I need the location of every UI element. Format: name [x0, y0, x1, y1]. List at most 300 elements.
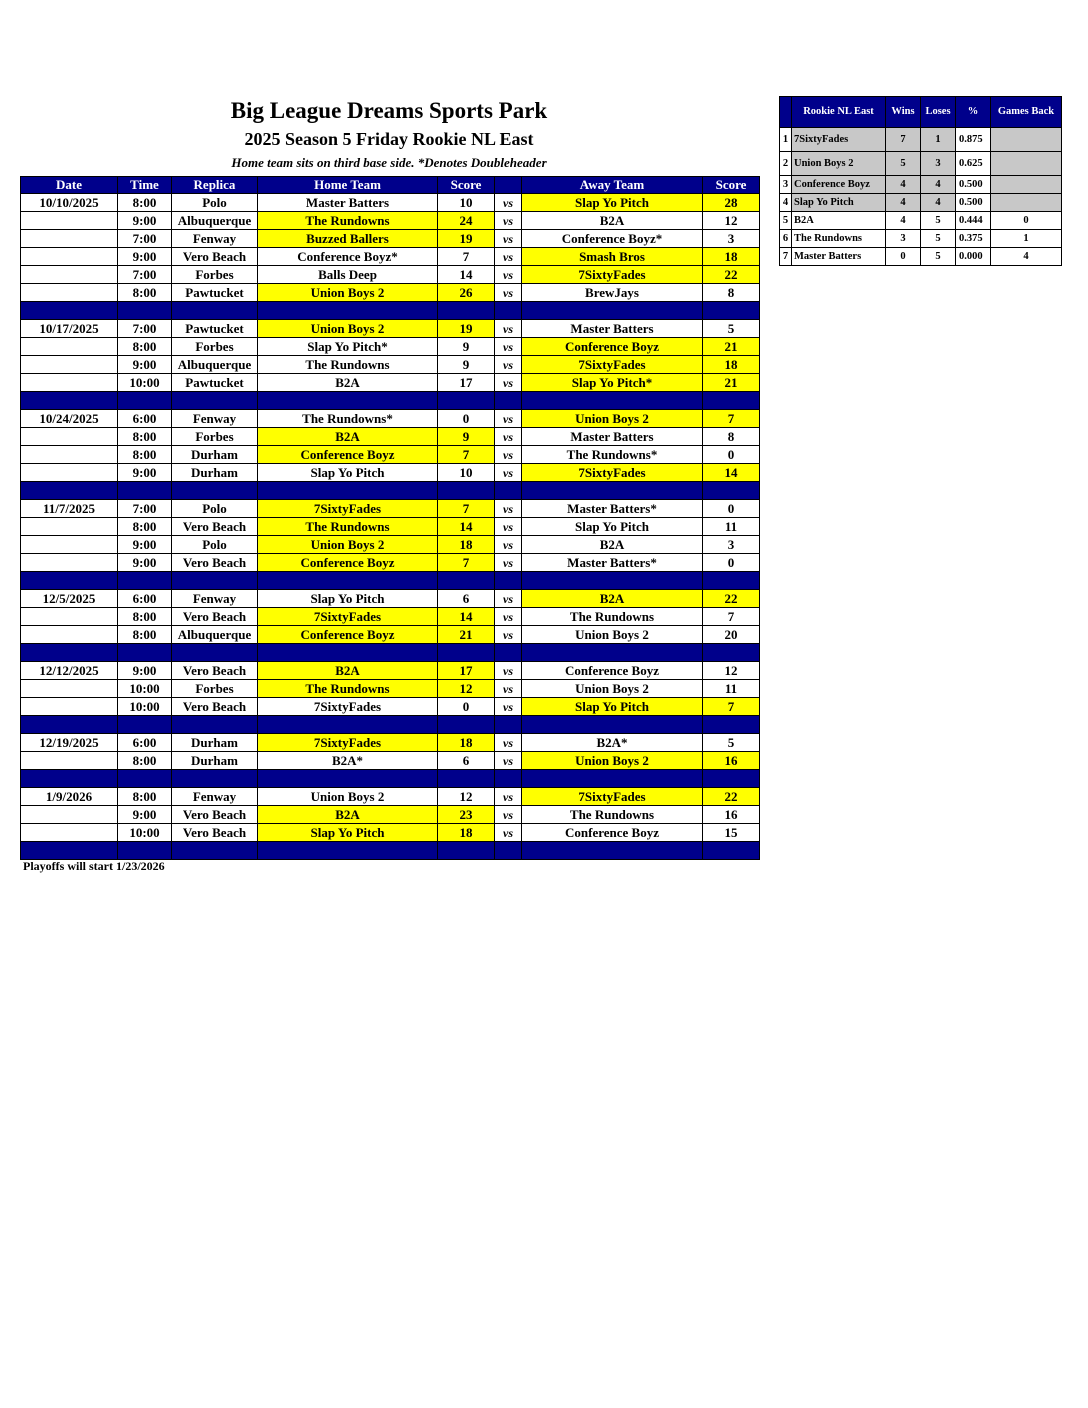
separator-cell — [522, 842, 703, 860]
home-score: 17 — [438, 662, 495, 680]
game-replica: Forbes — [172, 266, 258, 284]
game-replica: Durham — [172, 734, 258, 752]
standings-header-row — [780, 97, 1062, 128]
table-row — [21, 536, 760, 554]
game-time: 9:00 — [118, 806, 172, 824]
standings-team: B2A — [792, 212, 886, 230]
game-replica: Fenway — [172, 590, 258, 608]
standings-table — [779, 96, 1062, 266]
standings-row — [780, 212, 1062, 230]
away-team: Smash Bros — [522, 248, 703, 266]
col-home-score: Score — [438, 177, 495, 194]
schedule-header-row — [21, 177, 760, 194]
away-team: BrewJays — [522, 284, 703, 302]
home-score: 9 — [438, 356, 495, 374]
away-team: Union Boys 2 — [522, 626, 703, 644]
home-score: 26 — [438, 284, 495, 302]
game-time: 8:00 — [118, 284, 172, 302]
separator-cell — [118, 842, 172, 860]
home-score: 19 — [438, 230, 495, 248]
game-date — [21, 752, 118, 770]
separator-cell — [438, 392, 495, 410]
standings-games-back: 1 — [991, 230, 1062, 248]
game-time: 8:00 — [118, 428, 172, 446]
standings-col-loses: Loses — [921, 97, 956, 128]
game-date — [21, 536, 118, 554]
away-score: 0 — [703, 554, 760, 572]
home-score: 7 — [438, 500, 495, 518]
standings-pct: 0.875 — [956, 128, 991, 152]
week-separator-row — [21, 482, 760, 500]
home-team: The Rundowns — [258, 518, 438, 536]
standings-team: The Rundowns — [792, 230, 886, 248]
away-score: 16 — [703, 752, 760, 770]
game-time: 8:00 — [118, 608, 172, 626]
separator-cell — [495, 482, 522, 500]
away-team: Conference Boyz* — [522, 230, 703, 248]
table-row — [21, 212, 760, 230]
separator-cell — [495, 842, 522, 860]
standings-pct: 0.500 — [956, 176, 991, 194]
game-time: 10:00 — [118, 374, 172, 392]
table-row — [21, 500, 760, 518]
standings-row — [780, 248, 1062, 266]
standings-pct: 0.444 — [956, 212, 991, 230]
game-date — [21, 212, 118, 230]
separator-cell — [258, 572, 438, 590]
game-date — [21, 428, 118, 446]
col-away-score: Score — [703, 177, 760, 194]
standings-rank: 3 — [780, 176, 792, 194]
game-time: 8:00 — [118, 194, 172, 212]
away-team: Master Batters — [522, 320, 703, 338]
game-date: 11/7/2025 — [21, 500, 118, 518]
game-replica: Fenway — [172, 410, 258, 428]
separator-cell — [118, 770, 172, 788]
standings-games-back: 4 — [991, 248, 1062, 266]
home-team: Buzzed Ballers — [258, 230, 438, 248]
game-time: 8:00 — [118, 788, 172, 806]
away-score: 20 — [703, 626, 760, 644]
away-team: Conference Boyz — [522, 338, 703, 356]
home-score: 14 — [438, 518, 495, 536]
game-replica: Vero Beach — [172, 824, 258, 842]
game-date — [21, 698, 118, 716]
game-date — [21, 554, 118, 572]
away-team: 7SixtyFades — [522, 464, 703, 482]
standings-team: Union Boys 2 — [792, 152, 886, 176]
standings-row — [780, 152, 1062, 176]
standings-loses: 1 — [921, 128, 956, 152]
vs-label: vs — [495, 752, 522, 770]
game-time: 9:00 — [118, 248, 172, 266]
vs-label: vs — [495, 428, 522, 446]
game-time: 8:00 — [118, 338, 172, 356]
away-team: Slap Yo Pitch — [522, 698, 703, 716]
away-team: Slap Yo Pitch — [522, 194, 703, 212]
standings-pct: 0.000 — [956, 248, 991, 266]
game-time: 9:00 — [118, 554, 172, 572]
standings-rank: 1 — [780, 128, 792, 152]
vs-label: vs — [495, 464, 522, 482]
vs-label: vs — [495, 698, 522, 716]
vs-label: vs — [495, 536, 522, 554]
game-replica: Vero Beach — [172, 518, 258, 536]
home-score: 24 — [438, 212, 495, 230]
table-row — [21, 752, 760, 770]
vs-label: vs — [495, 500, 522, 518]
separator-cell — [703, 842, 760, 860]
vs-label: vs — [495, 194, 522, 212]
away-score: 3 — [703, 536, 760, 554]
home-score: 12 — [438, 680, 495, 698]
standings-col-pct: % — [956, 97, 991, 128]
separator-cell — [118, 302, 172, 320]
separator-cell — [495, 572, 522, 590]
game-time: 6:00 — [118, 590, 172, 608]
standings-loses: 5 — [921, 248, 956, 266]
vs-label: vs — [495, 590, 522, 608]
vs-label: vs — [495, 806, 522, 824]
standings-wins: 5 — [886, 152, 921, 176]
page-subtitle: 2025 Season 5 Friday Rookie NL East — [244, 129, 534, 149]
separator-cell — [21, 644, 118, 662]
home-team: 7SixtyFades — [258, 608, 438, 626]
col-date: Date — [21, 177, 118, 194]
table-row — [21, 230, 760, 248]
vs-label: vs — [495, 680, 522, 698]
col-vs — [495, 177, 522, 194]
col-time: Time — [118, 177, 172, 194]
home-score: 7 — [438, 446, 495, 464]
home-team: The Rundowns — [258, 356, 438, 374]
game-date — [21, 230, 118, 248]
table-row — [21, 320, 760, 338]
game-time: 10:00 — [118, 698, 172, 716]
game-date — [21, 446, 118, 464]
away-team: Conference Boyz — [522, 824, 703, 842]
game-time: 10:00 — [118, 680, 172, 698]
table-row — [21, 626, 760, 644]
game-time: 7:00 — [118, 230, 172, 248]
game-replica: Durham — [172, 446, 258, 464]
home-team: B2A — [258, 806, 438, 824]
game-replica: Albuquerque — [172, 356, 258, 374]
game-replica: Vero Beach — [172, 608, 258, 626]
standings-pct: 0.375 — [956, 230, 991, 248]
game-date — [21, 374, 118, 392]
home-score: 14 — [438, 608, 495, 626]
week-separator-row — [21, 572, 760, 590]
home-score: 18 — [438, 734, 495, 752]
vs-label: vs — [495, 374, 522, 392]
standings-col-games-back: Games Back — [991, 97, 1062, 128]
home-score: 6 — [438, 752, 495, 770]
separator-cell — [495, 770, 522, 788]
game-date — [21, 518, 118, 536]
game-replica: Vero Beach — [172, 698, 258, 716]
away-score: 22 — [703, 266, 760, 284]
standings-rank: 2 — [780, 152, 792, 176]
separator-cell — [438, 770, 495, 788]
away-team: Union Boys 2 — [522, 410, 703, 428]
standings-team: Master Batters — [792, 248, 886, 266]
table-row — [21, 464, 760, 482]
page-title: Big League Dreams Sports Park — [230, 98, 548, 123]
separator-cell — [172, 644, 258, 662]
home-score: 7 — [438, 248, 495, 266]
separator-cell — [703, 392, 760, 410]
separator-cell — [172, 572, 258, 590]
away-score: 0 — [703, 446, 760, 464]
separator-cell — [703, 302, 760, 320]
game-replica: Vero Beach — [172, 554, 258, 572]
vs-label: vs — [495, 446, 522, 464]
home-score: 18 — [438, 824, 495, 842]
separator-cell — [522, 770, 703, 788]
game-time: 10:00 — [118, 824, 172, 842]
separator-cell — [21, 770, 118, 788]
week-separator-row — [21, 770, 760, 788]
standings-games-back — [991, 194, 1062, 212]
home-score: 10 — [438, 464, 495, 482]
away-team: The Rundowns — [522, 806, 703, 824]
vs-label: vs — [495, 212, 522, 230]
home-team: Slap Yo Pitch* — [258, 338, 438, 356]
col-home-team: Home Team — [258, 177, 438, 194]
table-row — [21, 410, 760, 428]
game-time: 6:00 — [118, 734, 172, 752]
separator-cell — [118, 572, 172, 590]
separator-cell — [118, 644, 172, 662]
game-time: 9:00 — [118, 212, 172, 230]
game-time: 6:00 — [118, 410, 172, 428]
home-team: Conference Boyz — [258, 446, 438, 464]
separator-cell — [522, 572, 703, 590]
away-score: 5 — [703, 320, 760, 338]
standings-rank: 7 — [780, 248, 792, 266]
separator-cell — [495, 644, 522, 662]
away-team: 7SixtyFades — [522, 356, 703, 374]
vs-label: vs — [495, 356, 522, 374]
home-score: 21 — [438, 626, 495, 644]
home-score: 0 — [438, 410, 495, 428]
away-team: Master Batters* — [522, 500, 703, 518]
game-replica: Fenway — [172, 788, 258, 806]
separator-cell — [258, 770, 438, 788]
game-date: 10/10/2025 — [21, 194, 118, 212]
game-date: 10/17/2025 — [21, 320, 118, 338]
game-time: 9:00 — [118, 536, 172, 554]
away-score: 18 — [703, 248, 760, 266]
away-team: Master Batters* — [522, 554, 703, 572]
away-team: Master Batters — [522, 428, 703, 446]
separator-cell — [21, 302, 118, 320]
home-team: Master Batters — [258, 194, 438, 212]
game-time: 8:00 — [118, 752, 172, 770]
standings-loses: 4 — [921, 194, 956, 212]
away-score: 7 — [703, 410, 760, 428]
game-date: 12/19/2025 — [21, 734, 118, 752]
vs-label: vs — [495, 626, 522, 644]
vs-label: vs — [495, 266, 522, 284]
game-time: 9:00 — [118, 464, 172, 482]
home-team: B2A — [258, 374, 438, 392]
home-score: 6 — [438, 590, 495, 608]
vs-label: vs — [495, 320, 522, 338]
away-team: B2A — [522, 590, 703, 608]
away-team: The Rundowns — [522, 608, 703, 626]
game-replica: Albuquerque — [172, 212, 258, 230]
separator-cell — [438, 716, 495, 734]
game-replica: Vero Beach — [172, 248, 258, 266]
game-replica: Durham — [172, 752, 258, 770]
vs-label: vs — [495, 230, 522, 248]
table-row — [21, 734, 760, 752]
away-team: 7SixtyFades — [522, 788, 703, 806]
standings-rank: 5 — [780, 212, 792, 230]
game-time: 7:00 — [118, 500, 172, 518]
separator-cell — [495, 302, 522, 320]
home-team: B2A — [258, 662, 438, 680]
separator-cell — [258, 392, 438, 410]
game-replica: Vero Beach — [172, 662, 258, 680]
separator-cell — [522, 392, 703, 410]
away-score: 18 — [703, 356, 760, 374]
vs-label: vs — [495, 788, 522, 806]
table-row — [21, 266, 760, 284]
vs-label: vs — [495, 824, 522, 842]
away-team: The Rundowns* — [522, 446, 703, 464]
standings-loses: 5 — [921, 230, 956, 248]
away-score: 7 — [703, 608, 760, 626]
away-team: Conference Boyz — [522, 662, 703, 680]
separator-cell — [118, 716, 172, 734]
vs-label: vs — [495, 518, 522, 536]
table-row — [21, 518, 760, 536]
home-score: 23 — [438, 806, 495, 824]
game-date — [21, 248, 118, 266]
game-time: 8:00 — [118, 446, 172, 464]
separator-cell — [172, 716, 258, 734]
home-team: The Rundowns — [258, 680, 438, 698]
game-replica: Polo — [172, 194, 258, 212]
away-score: 8 — [703, 284, 760, 302]
standings-rank: 4 — [780, 194, 792, 212]
away-score: 21 — [703, 338, 760, 356]
table-row — [21, 338, 760, 356]
table-row — [21, 194, 760, 212]
standings-loses: 5 — [921, 212, 956, 230]
table-row — [21, 608, 760, 626]
home-team: Slap Yo Pitch — [258, 464, 438, 482]
game-date: 12/12/2025 — [21, 662, 118, 680]
col-replica: Replica — [172, 177, 258, 194]
away-team: Union Boys 2 — [522, 680, 703, 698]
away-team: B2A — [522, 536, 703, 554]
game-date — [21, 356, 118, 374]
standings-row — [780, 176, 1062, 194]
game-date — [21, 626, 118, 644]
away-score: 12 — [703, 212, 760, 230]
home-team: 7SixtyFades — [258, 734, 438, 752]
separator-cell — [522, 482, 703, 500]
week-separator-row — [21, 302, 760, 320]
away-score: 0 — [703, 500, 760, 518]
game-date: 10/24/2025 — [21, 410, 118, 428]
home-team: 7SixtyFades — [258, 500, 438, 518]
schedule-table — [20, 176, 760, 860]
away-team: 7SixtyFades — [522, 266, 703, 284]
away-score: 5 — [703, 734, 760, 752]
game-date — [21, 284, 118, 302]
table-row — [21, 248, 760, 266]
separator-cell — [172, 482, 258, 500]
standings-col-wins: Wins — [886, 97, 921, 128]
separator-cell — [118, 482, 172, 500]
away-team: Slap Yo Pitch — [522, 518, 703, 536]
separator-cell — [438, 302, 495, 320]
vs-label: vs — [495, 410, 522, 428]
table-row — [21, 284, 760, 302]
separator-cell — [258, 482, 438, 500]
home-team: Conference Boyz — [258, 554, 438, 572]
home-team: The Rundowns* — [258, 410, 438, 428]
game-replica: Pawtucket — [172, 374, 258, 392]
standings-wins: 0 — [886, 248, 921, 266]
table-row — [21, 428, 760, 446]
standings-wins: 4 — [886, 212, 921, 230]
home-team: Union Boys 2 — [258, 284, 438, 302]
away-score: 14 — [703, 464, 760, 482]
standings-games-back: 0 — [991, 212, 1062, 230]
game-time: 8:00 — [118, 626, 172, 644]
vs-label: vs — [495, 662, 522, 680]
col-away-team: Away Team — [522, 177, 703, 194]
table-row — [21, 446, 760, 464]
table-row — [21, 788, 760, 806]
separator-cell — [438, 842, 495, 860]
game-date — [21, 608, 118, 626]
away-team: B2A* — [522, 734, 703, 752]
separator-cell — [522, 644, 703, 662]
game-date: 12/5/2025 — [21, 590, 118, 608]
away-score: 16 — [703, 806, 760, 824]
away-score: 28 — [703, 194, 760, 212]
game-date — [21, 266, 118, 284]
game-date — [21, 680, 118, 698]
standings-games-back — [991, 176, 1062, 194]
home-team: Conference Boyz* — [258, 248, 438, 266]
away-team: Union Boys 2 — [522, 752, 703, 770]
separator-cell — [438, 644, 495, 662]
vs-label: vs — [495, 248, 522, 266]
table-row — [21, 806, 760, 824]
home-team: Slap Yo Pitch — [258, 824, 438, 842]
standings-loses: 3 — [921, 152, 956, 176]
separator-cell — [172, 302, 258, 320]
vs-label: vs — [495, 554, 522, 572]
standings-games-back — [991, 128, 1062, 152]
away-score: 21 — [703, 374, 760, 392]
game-replica: Polo — [172, 536, 258, 554]
separator-cell — [703, 572, 760, 590]
table-row — [21, 824, 760, 842]
home-score: 9 — [438, 338, 495, 356]
standings-team: Slap Yo Pitch — [792, 194, 886, 212]
away-score: 3 — [703, 230, 760, 248]
separator-cell — [258, 716, 438, 734]
